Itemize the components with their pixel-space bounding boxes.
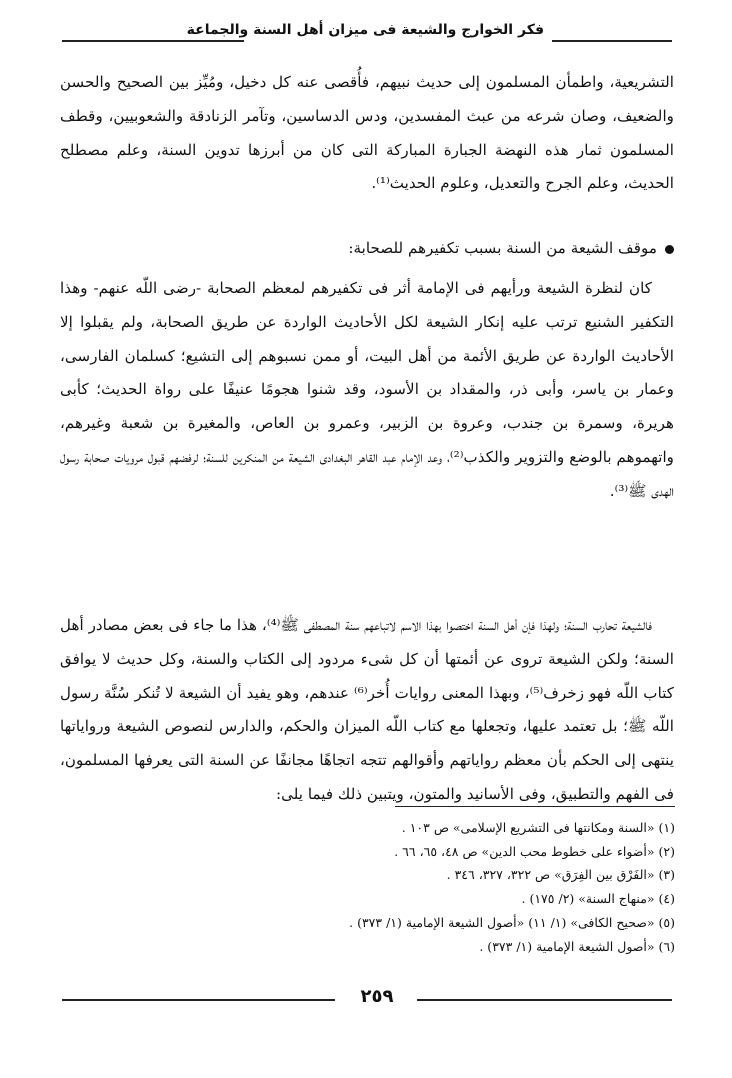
page-number: ٢٥٩ [360,986,394,1007]
paragraph-1: التشريعية، واطمأن المسلمون إلى حديث نبيهم، فأُقصى عنه كل دخيل، ومُيِّز بين الصحيح والحسن والضعيف، وصان شرعه من عبث المفسدين، ودس الدساسين، وتآمر الزنادقة والشعوبيين، وقطف المسلمون ثمار هذه النهضة الجبارة المباركة التى كان من أبرزها تدوين السنة، وعلم مصطلح الحديث، وعلم الجرح والتعديل، وعلوم الحديث⁽¹⁾. [60,73,674,193]
paragraph-3: فالشيعة تحارب السنة؛ ولهذا فإن أهل السنة اختصوا بهذا الاسم لاتباعهم سنة المصطفى ﷺ⁽⁴⁾، هذا ما جاء فى بعض مصادر أهل السنة؛ ولكن الشيعة تروى عن أئمتها أن كل شىء مردود إلى الكتاب والسنة، وكل حديث لا يوافق كتاب اللّه فهو زخرف⁽⁵⁾، وبهذا المعنى روايات أُخر⁽⁶⁾ عندهم، وهو يفيد أن الشيعة لا تُنكر سُنَّة رسول اللّه ﷺ؛ بل تعتمد عليها، وتجعلها مع كتاب اللّه الميزان والحكم، والدارس لنصوص الشيعة ورواياتها ينتهى إلى الحكم بأن معظم رواياتهم وأقوالهم تتجه اتجاهًا مجانفًا عن السنة التى يعرفها المسلمون، فى الفهم والتطبيق، وفى الأسانيد والمتون، ويتبين ذلك فيما يلى: [60,616,675,803]
header-rule-right [552,40,672,42]
header-rule-left [62,40,244,42]
footer-rule-left [62,999,335,1001]
running-header [62,22,672,48]
footnote-6: (٦) «أصول الشيعة الإمامية (١/ ٣٧٣) . [479,938,675,954]
footnote-3: (٣) «الفَرْق بين الفِرَق» ص ٣٢٢، ٣٢٧، ٣٤٦ . [446,867,675,883]
footnote-5: (٥) «صحيح الكافى» (١/ ١١) «أصول الشيعة الإمامية (١/ ٣٧٣) . [349,914,675,930]
paragraph-2: كان لنظرة الشيعة ورأيهم فى الإمامة أثر فى تكفيرهم لمعظم الصحابة -رضى اللّه عنهم- وهذا التكفير الشنيع ترتب عليه إنكار الشيعة لكل الأحاديث الواردة عن طريق الصحابة، ولم يقبلوا إلا الأحاديث الواردة عن طريق الأئمة من أهل البيت، أو ممن نسبوهم إلى التشيع؛ كسلمان الفارسى، وعمار بن ياسر، وأبى ذر، والمقداد بن الأسود، وقد شنوا هجومًا عنيفًا على رواة الحديث؛ كأبى هريرة، وسمرة بن جندب، وعروة بن الزبير، وعمرو بن العاص، والمغيرة بن شعبة وغيرهم، واتهموهم بالوضع والتزوير والكذب⁽²⁾، وعد الإمام عبد القاهر البغدادى الشيعة من المنكرين للسنة؛ لرفضهم قبول مرويات صحابة رسول الهدى ﷺ⁽³⁾. [60,279,675,500]
footer-rule-right [417,999,672,1001]
bullet-icon [665,245,674,254]
footnote-1: (١) «السنة ومكانتها فى التشريع الإسلامى» ص ١٠٣ . [401,820,675,835]
footnote-2: (٢) «أضواء على خطوط محب الدين» ص ٤٨، ٦٥، ٦٦ . [394,843,675,859]
footnotes [120,816,675,958]
section-heading [60,232,674,266]
footnote-separator [395,806,675,807]
section-heading-text: موقف الشيعة من السنة بسبب تكفيرهم للصحابة: [348,239,657,257]
header-title: فكر الخوارج والشيعة فى ميزان أهل السنة والجماعة [186,22,544,38]
footnote-4: (٤) «منهاج السنة» (٢/ ١٧٥) . [521,891,675,907]
page-footer [62,986,672,1010]
